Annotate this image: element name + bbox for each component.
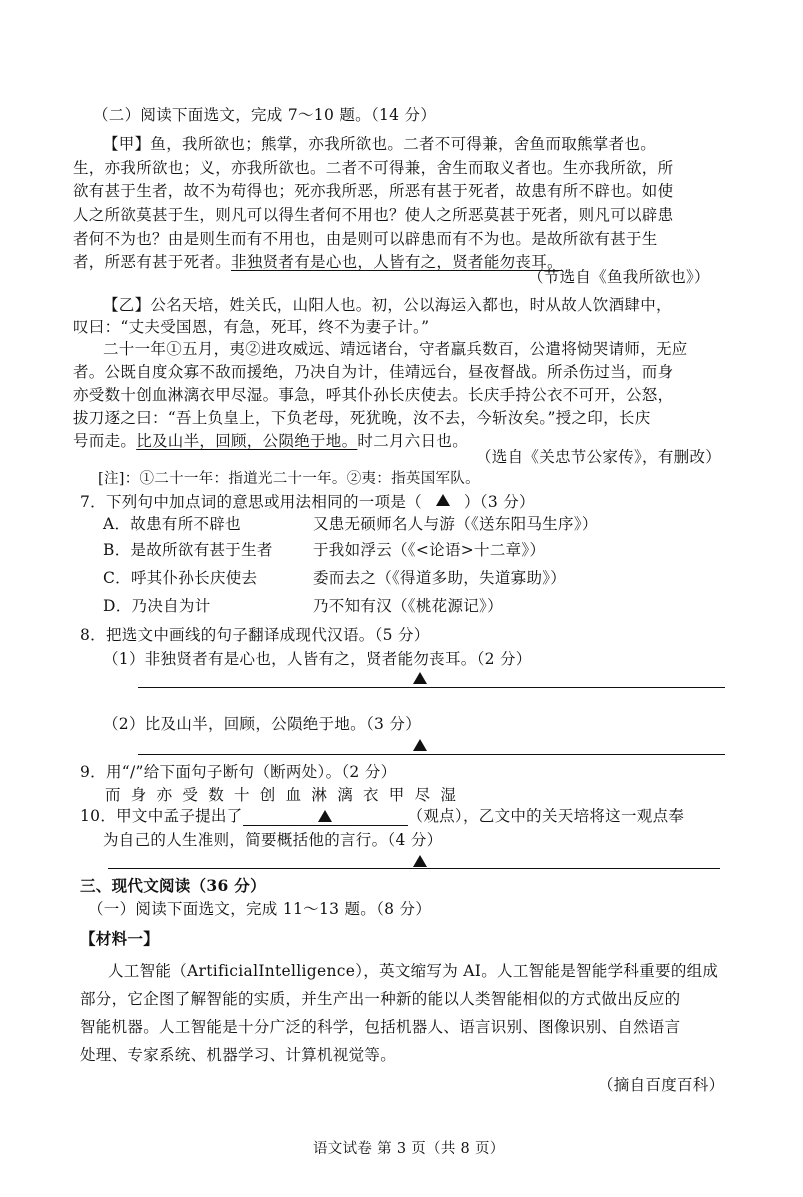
sentence-char: 数 (208, 786, 224, 804)
sentence-char: 漓 (337, 786, 353, 804)
sub-question-2: （2）比及山半，回顾，公陨绝于地。（3 分） (103, 715, 422, 733)
passage-text: 者，所恶有甚于死者。 (73, 253, 232, 271)
sentence-char: 甲 (388, 786, 405, 804)
section-heading: 三、现代文阅读（36 分） (80, 876, 266, 895)
material-line: 部分，它企图了解智能的实质，并生产出一种新的能以人类智能相似的方式做出反应的 (80, 990, 681, 1008)
underlined-sentence: 非独贤者有是心也，人皆有之，贤者能勿丧耳。 (231, 253, 563, 271)
underlined-sentence: 比及山半，回顾，公陨绝于地。 (136, 432, 358, 450)
sentence-char: 身 (130, 786, 147, 804)
material-line: 处理、专家系统、机器学习、计算机视觉等。 (80, 1046, 397, 1064)
question-stem: 8．把选文中画线的句子翻译成现代汉语。（5 分） (80, 626, 430, 644)
sentence-char: 衣 (363, 786, 379, 804)
question-stem (80, 491, 535, 513)
sentence-char: 湿 (440, 786, 457, 804)
option-b-compare: 于我如浮云（《<论语>十二章》） (313, 541, 546, 559)
passage-line: 者何不为也？由是则生而有不用也，由是则可以辟患而有不为也。是故所欲有甚于生 (73, 230, 658, 248)
sentence-char: 血 (285, 786, 302, 804)
option-c-compare: 委而去之（《得道多助，失道寡助》） (313, 569, 567, 587)
passage-line: 拔刀逐之曰：“吾上负皇上，下负老母，死犹晚，汝不去，今斩汝矣。”授之印，长庆 (73, 409, 651, 427)
material-source: （摘自百度百科） (598, 1076, 725, 1094)
sub-section-heading: （一）阅读下面选文，完成 11～13 题。（8 分） (88, 900, 432, 918)
triangle-marker-icon (318, 810, 332, 822)
option-d-compare: 乃不知有汉（《桃花源记》） (313, 597, 503, 615)
question-stem-text: ）（3 分） (463, 493, 535, 511)
passage-line (73, 251, 563, 273)
answer-blank[interactable] (243, 807, 408, 826)
answer-line[interactable] (138, 754, 725, 755)
passage-text: 号而走。 (73, 432, 137, 450)
material-label: 【材料一】 (80, 929, 160, 948)
material-line: 人工智能（ArtificialIntelligence），英文缩写为 AI。人工智能是智能学科重要的组成 (108, 962, 719, 980)
option-d: D．乃决自为计 (103, 597, 211, 615)
question-stem-text: 10．甲文中孟子提出了 (80, 807, 243, 825)
question-stem-line2: 为自己的人生准则，简要概括他的言行。（4 分） (103, 831, 443, 849)
triangle-marker-icon (413, 739, 427, 751)
question-stem-text: 7．下列句中加点词的意思或用法相同的一项是（ (80, 493, 422, 511)
passage-source: （选自《关忠节公家传》，有删改） (476, 448, 722, 466)
sentence-char: 十 (234, 786, 250, 804)
option-a-compare: 又患无硕师名人与游（《送东阳马生序》） (313, 515, 598, 533)
question-stem (80, 805, 684, 827)
passage-line: 亦受数十创血淋漓衣甲尽湿。事急，呼其仆孙长庆使去。长庆手持公衣不可开，公怒， (73, 386, 674, 404)
option-b: B．是故所欲有甚于生者 (103, 541, 273, 559)
page-footer: 语文试卷 第 3 页（共 8 页） (313, 1141, 505, 1157)
sentence-char: 淋 (311, 786, 328, 804)
section-heading: （二）阅读下面选文，完成 7～10 题。（14 分） (93, 106, 437, 124)
passage-line: 二十一年①五月，夷②进攻威远、靖远诸台，守者羸兵数百，公遣将恸哭请师，无应 (103, 340, 688, 358)
triangle-marker-icon (413, 672, 427, 684)
passage-line: 欲有甚于生者，故不为苟得也；死亦我所恶，所恶有甚于死者，故患有所不辟也。如使 (73, 182, 674, 200)
passage-text: 时二月六日也。 (357, 432, 469, 450)
option-a: A．故患有所不辟也 (103, 515, 241, 533)
question-stem-text: （观点），乙文中的关天培将这一观点奉 (407, 807, 685, 825)
passage-line: 者。公既自度众寡不敌而援绝，乃决自为计，佳靖远台，昼夜督战。所杀伤过当，而身 (73, 363, 674, 381)
passage-line: 叹曰：“丈夫受国恩，有急，死耳，终不为妻子计。” (73, 318, 430, 336)
sentence-char: 而 (105, 786, 121, 804)
passage-line: 【甲】鱼，我所欲也；熊掌，亦我所欲也。二者不可得兼，舍鱼而取熊掌者也。 (103, 135, 657, 153)
triangle-marker-icon (436, 494, 450, 506)
question-stem: 9．用“/”给下面句子断句（断两处）。（2 分） (80, 763, 397, 781)
passage-line: 生，亦我所欲也；义，亦我所欲也。二者不可得兼，舍生而取义者也。生亦我所欲，所 (73, 159, 674, 177)
sub-question-1: （1）非独贤者有是心也，人皆有之，贤者能勿丧耳。（2 分） (103, 650, 532, 668)
option-c: C．呼其仆孙长庆使去 (103, 569, 258, 587)
triangle-marker-icon (413, 855, 427, 867)
sentence-char: 亦 (156, 786, 173, 804)
sentence-char: 受 (182, 786, 199, 804)
footnote: [注]：①二十一年：指道光二十一年。②夷：指英国军队。 (98, 471, 480, 487)
passage-source: （节选自《鱼我所欲也》） (528, 268, 710, 286)
answer-line[interactable] (108, 868, 720, 869)
answer-line[interactable] (138, 687, 725, 688)
passage-line (73, 430, 468, 452)
passage-line: 人之所欲莫甚于生，则凡可以得生者何不用也？使人之所恶莫甚于死者，则凡可以辟患 (73, 206, 674, 224)
material-line: 智能机器。人工智能是十分广泛的科学，包括机器人、语言识别、图像识别、自然语言 (80, 1018, 681, 1036)
passage-line: 【乙】公名天培，姓关氏，山阳人也。初，公以海运入都也，时从故人饮酒肆中， (103, 296, 672, 314)
sentence-char: 尽 (414, 786, 431, 804)
sentence-char: 创 (259, 786, 276, 804)
answer-blank (422, 491, 464, 513)
